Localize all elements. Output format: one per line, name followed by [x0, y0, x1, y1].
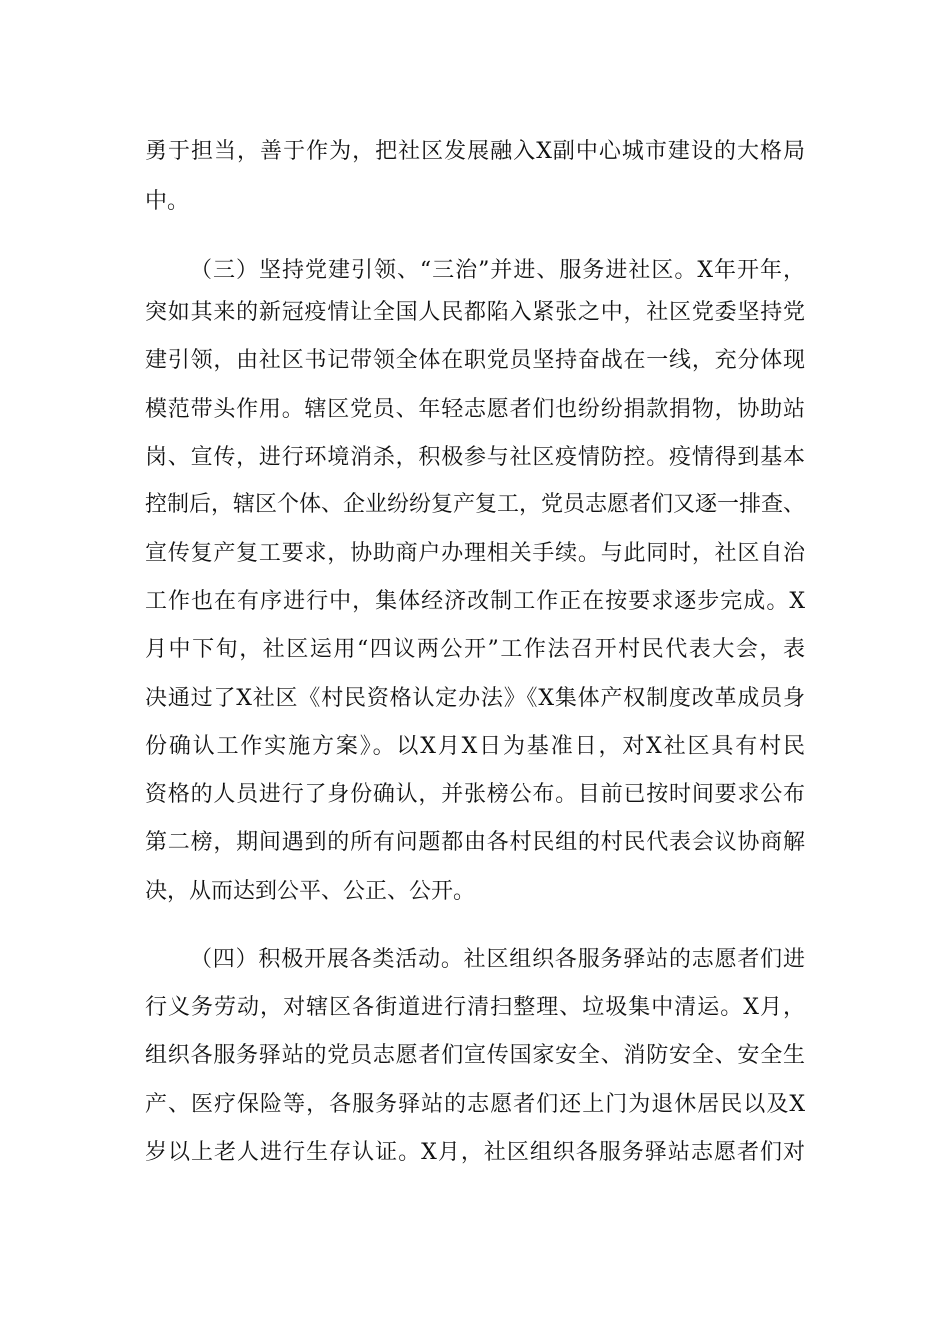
paragraph-2-line-6: 控制后，辖区个体、企业纷纷复产复工，党员志愿者们又逐一排查、: [145, 492, 806, 517]
paragraph-2-line-13: 第二榜，期间遇到的所有问题都由各村民组的村民代表会议协商解: [145, 830, 805, 855]
paragraph-3-line-5: 岁以上老人进行生存认证。X月，社区组织各服务驿站志愿者们对: [145, 1140, 805, 1165]
paragraph-3-line-3: 组织各服务驿站的党员志愿者们宣传国家安全、消防安全、安全生: [145, 1043, 805, 1068]
paragraph-3-line-4: 产、医疗保险等，各服务驿站的志愿者们还上门为退休居民以及X: [145, 1092, 805, 1117]
paragraph-3-line-1: （四）积极开展各类活动。社区组织各服务驿站的志愿者们进: [190, 947, 805, 972]
paragraph-1-line-1: 勇于担当，善于作为，把社区发展融入X副中心城市建设的大格局: [145, 139, 805, 164]
paragraph-2-line-11: 份确认工作实施方案》。以X月X日为基准日，对X社区具有村民: [145, 734, 805, 759]
paragraph-1-line-2: 中。: [145, 189, 190, 214]
paragraph-2-line-3: 建引领，由社区书记带领全体在职党员坚持奋战在一线，充分体现: [145, 348, 805, 373]
paragraph-2-line-7: 宣传复产复工要求，协助商户办理相关手续。与此同时，社区自治: [145, 541, 805, 566]
paragraph-2-line-5: 岗、宣传，进行环境消杀，积极参与社区疫情防控。疫情得到基本: [145, 445, 805, 470]
paragraph-2-line-12: 资格的人员进行了身份确认，并张榜公布。目前已按时间要求公布: [145, 782, 805, 807]
paragraph-2-line-1: （三）坚持党建引领、“三治”并进、服务进社区。X年开年，: [190, 258, 805, 283]
paragraph-2-line-4: 模范带头作用。辖区党员、年轻志愿者们也纷纷捐款捐物，协助站: [145, 397, 805, 422]
paragraph-3-line-2: 行义务劳动，对辖区各街道进行清扫整理、垃圾集中清运。X月，: [145, 995, 805, 1020]
paragraph-2-line-10: 决通过了X社区《村民资格认定办法》《X集体产权制度改革成员身: [145, 686, 805, 711]
paragraph-2-line-8: 工作也在有序进行中，集体经济改制工作正在按要求逐步完成。X: [145, 589, 805, 614]
paragraph-2-line-2: 突如其来的新冠疫情让全国人民都陷入紧张之中，社区党委坚持党: [145, 300, 805, 325]
paragraph-2-line-14: 决，从而达到公平、公正、公开。: [145, 879, 476, 904]
paragraph-2-line-9: 月中下旬，社区运用“四议两公开”工作法召开村民代表大会，表: [145, 637, 805, 662]
